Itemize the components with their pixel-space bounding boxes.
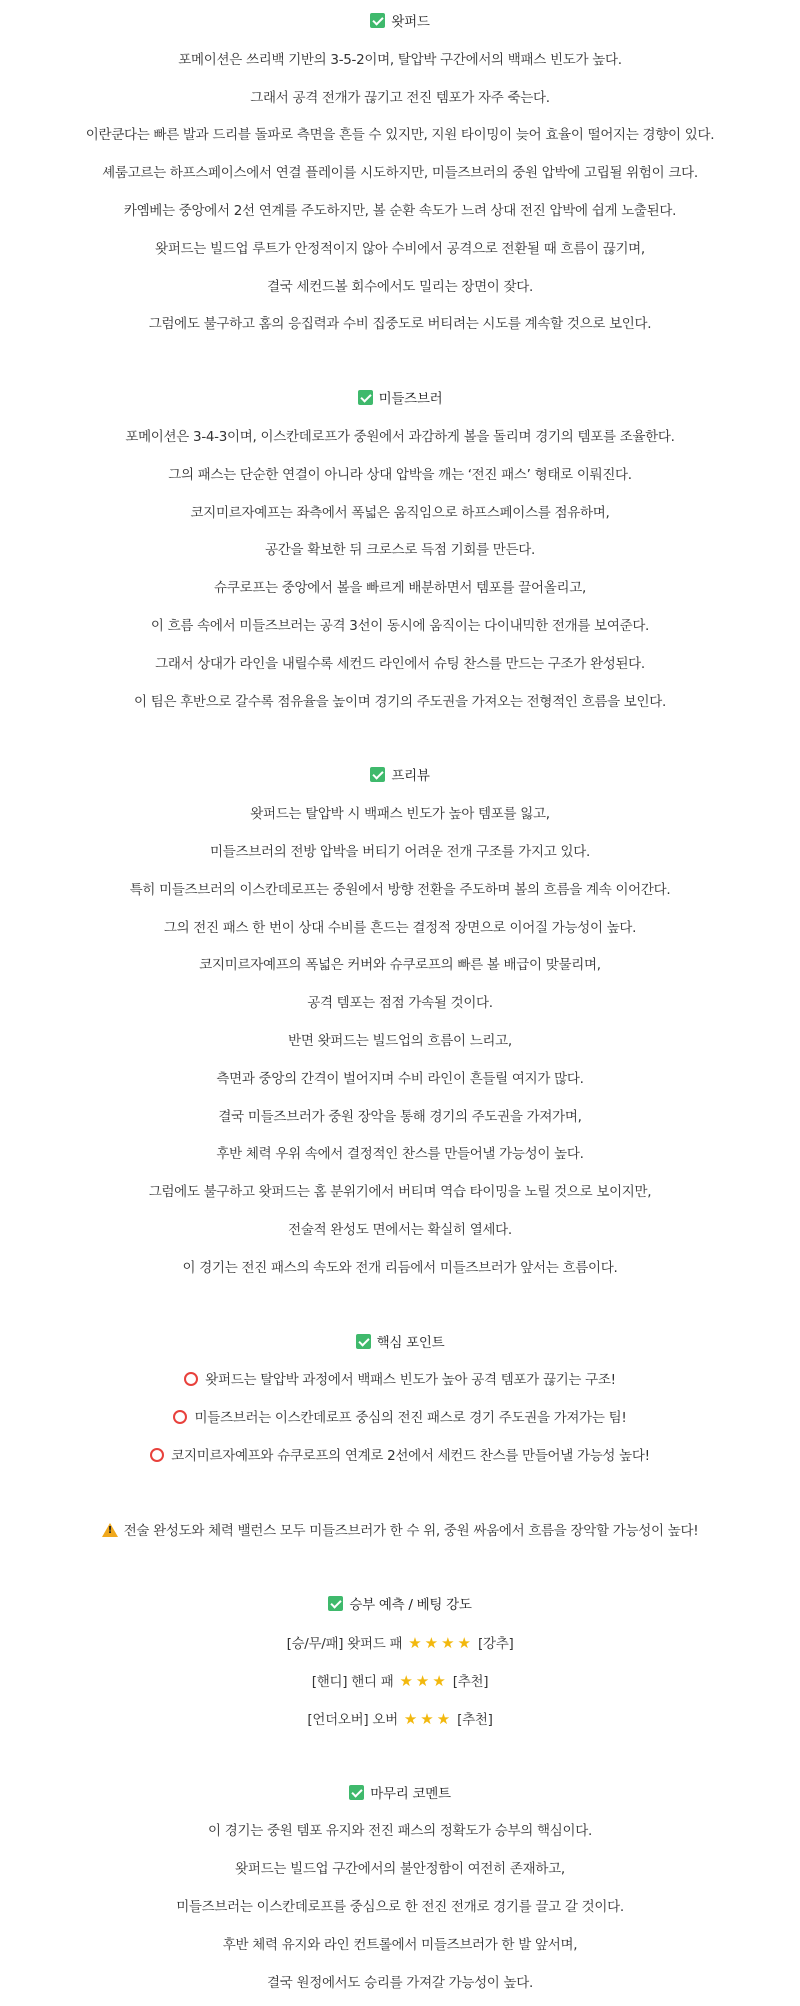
text-line: 그래서 공격 전개가 끊기고 전진 템포가 자주 죽는다. (250, 89, 550, 106)
section-heading (0, 758, 800, 796)
check-mark-icon (358, 390, 373, 405)
text-line: 코지미르자예프는 좌측에서 폭넓은 움직임으로 하프스페이스를 점유하며, (190, 504, 610, 521)
section-heading (0, 1325, 800, 1363)
key-point-item (0, 1362, 800, 1400)
text-line: 그의 패스는 단순한 연결이 아니라 상대 압박을 깨는 ‘전진 패스’ 형태로 이뤄진다. (168, 466, 632, 483)
market-label: [핸디] (311, 1674, 348, 1691)
check-mark-icon (349, 1785, 364, 1800)
prediction-row (0, 1663, 800, 1701)
star-rating-icon: ★★★ (399, 1672, 449, 1691)
text-line: 반면 왓퍼드는 빌드업의 흐름이 느리고, (288, 1032, 512, 1049)
text-line: 슈쿠로프는 중앙에서 볼을 빠르게 배분하면서 템포를 끌어올리고, (214, 580, 586, 597)
key-point-text: 왓퍼드는 탈압박 과정에서 백패스 빈도가 높아 공격 템포가 끊기는 구조! (205, 1372, 616, 1389)
section-closing (0, 1776, 800, 2003)
text-line: 이 팀은 후반으로 갈수록 점유율을 높이며 경기의 주도권을 가져오는 전형적인 흐름을 보인다. (133, 693, 667, 710)
key-point-text: 미들즈브러는 이스칸데로프 중심의 전진 패스로 경기 주도권을 가져가는 팀! (194, 1410, 627, 1427)
text-line: 결국 세컨드볼 회수에서도 밀리는 장면이 잦다. (266, 278, 534, 295)
text-line: 그럼에도 불구하고 홈의 응집력과 수비 집중도로 버티려는 시도를 계속할 것으로 보인다. (148, 316, 652, 333)
star-rating-icon: ★★★ (403, 1709, 454, 1728)
text-line: 이 경기는 중원 템포 유지와 전진 패스의 정확도가 승부의 핵심이다. (208, 1823, 592, 1840)
section-warning (0, 1513, 800, 1551)
text-line: 그래서 상대가 라인을 내릴수록 세컨드 라인에서 슈팅 찬스를 만드는 구조가 완성된다. (155, 655, 645, 672)
check-mark-icon (370, 13, 385, 28)
text-line: 공격 템포는 점점 가속될 것이다. (307, 995, 493, 1012)
section-preview (0, 758, 800, 1287)
key-point-item (0, 1400, 800, 1438)
key-point-text: 코지미르자예프와 슈쿠로프의 연계로 2선에서 세컨드 찬스를 만들어낼 가능성 높다! (171, 1447, 650, 1464)
check-mark-icon (370, 767, 385, 782)
heading-text: 왓퍼드 (391, 14, 430, 30)
text-line: 결국 미들즈브러가 중원 장악을 통해 경기의 주도권을 가져가며, (218, 1108, 582, 1125)
warning-text: 전술 완성도와 체력 밸런스 모두 미들즈브러가 한 수 위, 중원 싸움에서 흐름을 장악할 가능성이 높다! (123, 1522, 699, 1539)
text-line: 카옘베는 중앙에서 2선 연계를 주도하지만, 볼 순환 속도가 느려 상대 전진 압박에 쉽게 노출된다. (123, 202, 677, 219)
text-line: 후반 체력 우위 속에서 결정적인 찬스를 만들어낼 가능성이 높다. (216, 1146, 584, 1163)
text-line: 왓퍼드는 빌드업 구간에서의 불안정함이 여전히 존재하고, (235, 1861, 565, 1878)
text-line: 포메이션은 3-4-3이며, 이스칸데로프가 중원에서 과감하게 볼을 돌리며 경기의 템포를 조율한다. (125, 428, 675, 445)
section-heading (0, 4, 800, 42)
red-circle-icon (173, 1410, 187, 1424)
red-circle-icon (150, 1448, 164, 1462)
heading-text: 미들즈브러 (378, 391, 443, 408)
text-line: 이 경기는 전진 패스의 속도와 전개 리듬에서 미들즈브러가 앞서는 흐름이다. (182, 1259, 618, 1276)
section-key-points (0, 1325, 800, 1476)
warning-icon (102, 1523, 118, 1537)
text-line: 포메이션은 쓰리백 기반의 3-5-2이며, 탈압박 구간에서의 백패스 빈도가 높다. (178, 51, 622, 68)
section-middlesbrough (0, 381, 800, 721)
section-heading (0, 1587, 800, 1625)
text-line: 전술적 완성도 면에서는 확실히 열세다. (288, 1221, 512, 1238)
section-prediction (0, 1587, 800, 1738)
text-line: 측면과 중앙의 간격이 벌어지며 수비 라인이 흔들릴 여지가 많다. (216, 1070, 584, 1087)
text-line: 이 흐름 속에서 미들즈브러는 공격 3선이 동시에 움직이는 다이내믹한 전개를 보여준다. (150, 617, 650, 634)
star-rating-icon: ★★★★ (408, 1634, 474, 1653)
text-line: 코지미르자예프의 폭넓은 커버와 슈쿠로프의 빠른 볼 배급이 맞물리며, (199, 957, 601, 974)
prediction-row (0, 1701, 800, 1739)
text-line: 후반 체력 유지와 라인 컨트롤에서 미들즈브러가 한 발 앞서며, (222, 1936, 578, 1953)
heading-text: 마무리 코멘트 (370, 1785, 451, 1802)
text-line: 미들즈브러는 이스칸데로프를 중심으로 한 전진 전개로 경기를 끌고 갈 것이다. (176, 1899, 624, 1916)
text-line: 결국 원정에서도 승리를 가져갈 가능성이 높다. (266, 1974, 534, 1991)
pick-label: 오버 (372, 1711, 398, 1728)
check-mark-icon (356, 1334, 371, 1349)
market-label: [승/무/패] (286, 1636, 344, 1653)
text-line: 이란쿤다는 빠른 발과 드리블 돌파로 측면을 흔들 수 있지만, 지원 타이밍이 늦어 효율이 떨어지는 경향이 있다. (85, 127, 715, 144)
section-watford (0, 4, 800, 344)
section-heading (0, 1776, 800, 1814)
heading-text: 핵심 포인트 (376, 1334, 445, 1351)
text-line: 그럼에도 불구하고 왓퍼드는 홈 분위기에서 버티며 역습 타이밍을 노릴 것으로 보이지만, (148, 1184, 652, 1201)
strength-label: [추천] (457, 1711, 493, 1728)
red-circle-icon (184, 1372, 198, 1386)
prediction-row (0, 1625, 800, 1663)
strength-label: [추천] (452, 1674, 489, 1691)
text-line: 특히 미들즈브러의 이스칸데로프는 중원에서 방향 전환을 주도하며 볼의 흐름을 계속 이어간다. (129, 881, 671, 898)
text-line: 왓퍼드는 빌드업 루트가 안정적이지 않아 수비에서 공격으로 전환될 때 흐름이 끊기며, (155, 240, 645, 257)
text-line: 왓퍼드는 탈압박 시 백패스 빈도가 높아 템포를 잃고, (250, 806, 550, 823)
strength-label: [강추] (478, 1636, 514, 1653)
key-point-item (0, 1438, 800, 1476)
text-line: 셰룸고르는 하프스페이스에서 연결 플레이를 시도하지만, 미들즈브러의 중원 압박에 고립될 위험이 크다. (102, 165, 698, 182)
text-line: 공간을 확보한 뒤 크로스로 득점 기회를 만든다. (264, 542, 536, 559)
section-heading (0, 381, 800, 419)
heading-text: 프리뷰 (391, 768, 430, 785)
check-mark-icon (328, 1596, 343, 1611)
pick-label: 왓퍼드 패 (347, 1636, 403, 1653)
market-label: [언더오버] (307, 1711, 369, 1728)
heading-text: 승부 예측 / 베팅 강도 (349, 1597, 472, 1614)
text-line: 그의 전진 패스 한 번이 상대 수비를 흔드는 결정적 장면으로 이어질 가능성이 높다. (163, 919, 637, 936)
warning-line (0, 1513, 800, 1551)
pick-label: 핸디 패 (351, 1674, 394, 1691)
text-line: 미들즈브러의 전방 압박을 버티기 어려운 전개 구조를 가지고 있다. (210, 843, 590, 860)
